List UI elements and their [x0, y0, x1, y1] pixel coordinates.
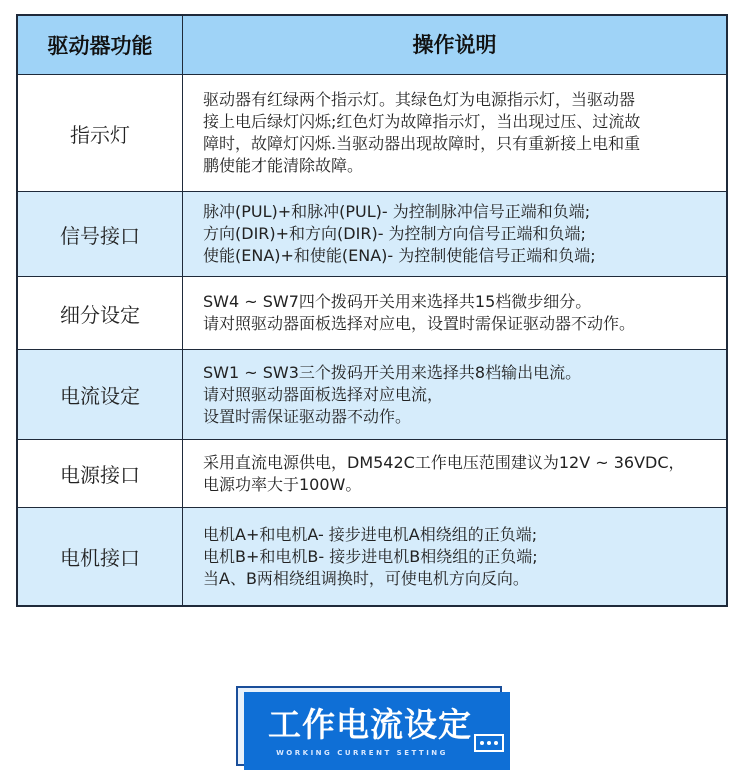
description-line: 障时，故障灯闪烁.当驱动器出现故障时，只有重新接上电和重 [203, 134, 641, 153]
row-label: 电机接口 [18, 508, 183, 605]
section-badge [236, 686, 512, 772]
description-line: SW4 ~ SW7四个拨码开关用来选择共15档微步细分。 [203, 292, 592, 311]
table-row [18, 439, 726, 507]
row-label: 电源接口 [18, 440, 183, 507]
table-row [18, 349, 726, 439]
description-line: 使能(ENA)+和使能(ENA)- 为控制使能信号正端和负端; [203, 246, 596, 265]
row-description [183, 192, 726, 276]
row-description [183, 350, 726, 439]
description-line: 驱动器有红绿两个指示灯。其绿色灯为电源指示灯，当驱动器 [203, 90, 636, 109]
table-row [18, 74, 726, 191]
description-line: 当A、B两相绕组调换时，可使电机方向反向。 [203, 568, 529, 588]
row-description [183, 75, 726, 191]
description-line: 采用直流电源供电，DM542C工作电压范围建议为12V ~ 36VDC， [203, 452, 685, 472]
table-header-row [18, 16, 726, 74]
table-row [18, 191, 726, 276]
row-label: 信号接口 [18, 192, 183, 276]
table-row [18, 276, 726, 349]
description-line: 鹏使能才能清除故障。 [203, 156, 364, 175]
row-description [183, 508, 726, 605]
function-table [16, 14, 728, 607]
description-line: 电机A+和电机A- 接步进电机A相绕组的正负端; [203, 524, 538, 544]
table-row [18, 507, 726, 605]
badge-subtitle: WORKING CURRENT SETTING [276, 749, 448, 757]
description-line: 脉冲(PUL)+和脉冲(PUL)- 为控制脉冲信号正端和负端; [203, 202, 591, 221]
description-line: 请对照驱动器面板选择对应电，设置时需保证驱动器不动作。 [203, 314, 636, 333]
description-line: 电机B+和电机B- 接步进电机B相绕组的正负端; [203, 546, 538, 566]
badge-title: 工作电流设定 [268, 705, 472, 744]
description-line: 接上电后绿灯闪烁;红色灯为故障指示灯，当出现过压、过流故 [203, 112, 641, 131]
badge-panel [244, 692, 510, 770]
row-label: 指示灯 [18, 75, 183, 191]
description-line: 请对照驱动器面板选择对应电流， [203, 384, 444, 404]
description-line: 电源功率大于100W。 [203, 474, 362, 494]
row-label: 细分设定 [18, 277, 183, 349]
header-description: 操作说明 [412, 33, 497, 57]
description-line: SW1 ~ SW3三个拨码开关用来选择共8档输出电流。 [203, 362, 582, 382]
row-description [183, 277, 726, 349]
description-line: 方向(DIR)+和方向(DIR)- 为控制方向信号正端和负端; [203, 224, 586, 243]
row-label: 电流设定 [18, 350, 183, 439]
header-function: 驱动器功能 [18, 16, 183, 74]
description-line: 设置时需保证驱动器不动作。 [203, 406, 412, 426]
row-description [183, 440, 726, 507]
ellipsis-box-icon [474, 734, 504, 752]
